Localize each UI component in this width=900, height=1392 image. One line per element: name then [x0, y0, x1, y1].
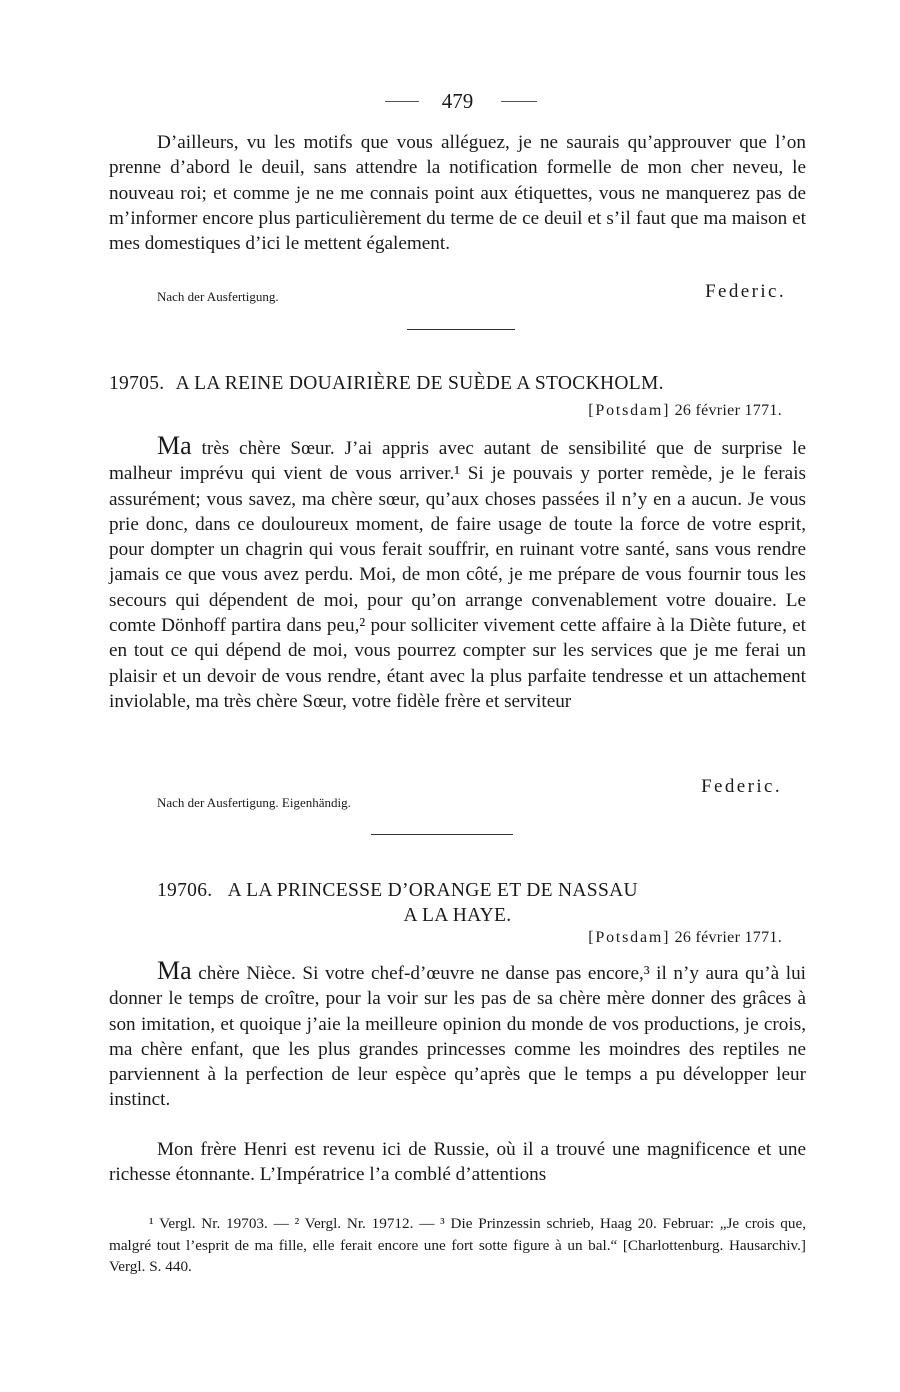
letter-body [109, 433, 806, 714]
signature: Federic. [701, 776, 782, 797]
dateline-place: [Potsdam] [588, 929, 671, 946]
letter-title-line1: A LA PRINCESSE D’ORANGE ET DE NASSAU [227, 880, 638, 901]
salutation-initial: Ma [157, 431, 192, 460]
dateline [588, 402, 782, 420]
source-note: Nach der Ausfertigung. Eigenhändig. [157, 795, 351, 810]
letter-title-line2: A LA HAYE. [403, 905, 512, 926]
header-rule-right [501, 101, 537, 102]
letter-number: 19705. [109, 373, 165, 394]
dateline-date: 26 février 1771. [674, 402, 782, 419]
page-number: 479 [441, 89, 474, 113]
section-separator [407, 329, 515, 330]
letter-number: 19706. [157, 880, 213, 901]
footnotes: ¹ Vergl. Nr. 19703. — ² Vergl. Nr. 19712. — ³ Die Prinzessin schrieb, Haag 20. Februar: „Je crois que, malgré tout l’esprit de ma fille, elle ferait encore une fort sotte figure à un bal.“ [Charlottenburg. Hausarchiv.] Vergl. S. 440. [109, 1215, 806, 1275]
dateline-date: 26 février 1771. [674, 929, 782, 946]
letter-body-text: très chère Sœur. J’ai appris avec autant de sensibilité que de surprise le malheur imprévu qui vient de vous arriver.¹ Si je pouvais y porter remède, je le ferais assurément; vous savez, ma chère sœur, qu’aux choses passées il n’y en a aucun. Je vous prie donc, dans ce douloureux moment, de faire usage de toute la force de votre esprit, pour dompter un chagrin qui vous ferait souffrir, en ruinant votre santé, sans vous rendre jamais ce que vous avez perdu. Moi, de mon côté, je me prépare de vous fournir tous les secours qui dépendent de moi, pour qu’on arrange convenablement votre douaire. Le comte Dönhoff partira dans peu,² pour solliciter vivement cette affaire à la Diète future, et en tout ce qui dépend de moi, vous pourrez compter sur les services que je me ferai un plaisir et un devoir de vous rendre, étant avec la plus parfaite tendresse et un attachement inviolable, ma très chère Sœur, votre fidèle frère et serviteur [109, 438, 807, 712]
letter-body-text: chère Nièce. Si votre chef-d’œuvre ne danse pas encore,³ il n’y aura qu’à lui donner le temps de croître, pour la voir sur les pas de sa chère mère donner des grâces à son imitation, et quoique j’aie la meilleure opinion du monde de vos productions, je crois, ma chère enfant, que les plus grandes princesses comme les moindres des reptiles ne parviennent à la perfection de leur espèce qu’après que le temps a pu développer leur instinct. [109, 963, 806, 1111]
dateline-place: [Potsdam] [588, 402, 671, 419]
source-note: Nach der Ausfertigung. [157, 289, 279, 304]
section-separator [371, 834, 513, 835]
letter-title: A LA REINE DOUAIRIÈRE DE SUÈDE A STOCKHOLM. [175, 373, 664, 394]
page-header [109, 86, 806, 116]
salutation-initial: Ma [157, 956, 192, 985]
letter-heading [157, 879, 777, 903]
letter-body [109, 958, 806, 1113]
letter-body-paragraph-2: Mon frère Henri est revenu ici de Russie, où il a trouvé une magnificence et une richesse étonnante. L’Impératrice l’a comblé d’attentions [109, 1139, 806, 1186]
dateline [588, 929, 782, 947]
previous-letter-paragraph: D’ailleurs, vu les motifs que vous alléguez, je ne saurais qu’approuver que l’on prenne d’abord le deuil, sans attendre la notification formelle de mon cher neveu, le nouveau roi; et comme je ne me connais point aux étiquettes, vous ne manquerez pas de m’informer encore plus particulièrement du terme de ce deuil et s’il faut que ma maison et mes domestiques d’ici le mettent également. [109, 132, 806, 255]
letter-heading [109, 372, 806, 396]
signature: Federic. [705, 281, 786, 302]
